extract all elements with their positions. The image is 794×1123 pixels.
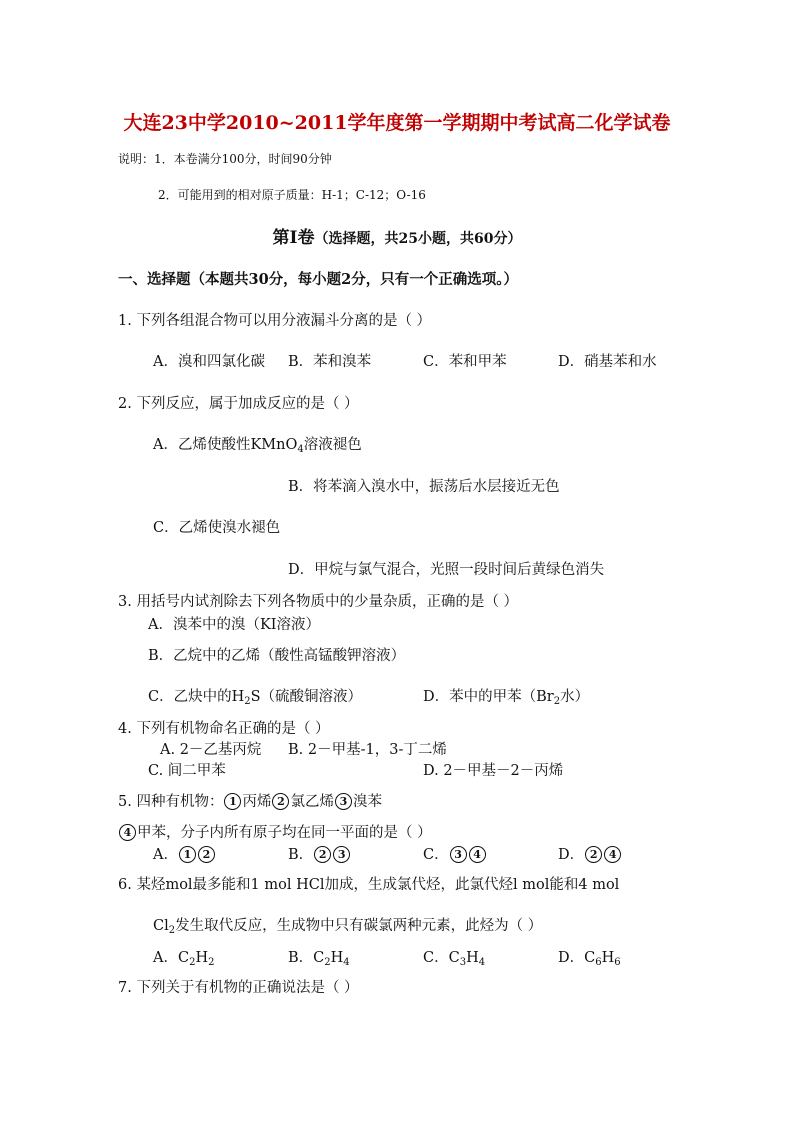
part-one-heading: 一、选择题（本题共30分，每小题2分，只有一个正确选项。） <box>118 271 519 288</box>
subscript: 2 <box>168 925 176 936</box>
circled-number: 1 <box>224 793 241 810</box>
question-2-option-c: C．乙烯使溴水褪色 <box>153 520 281 536</box>
subscript: 4 <box>297 444 304 455</box>
option-label: A． <box>153 847 178 863</box>
question-6-stem: 6. 某烃mol最多能和1 mol HCl加成，生成氯代烃，此氯代烃l mol能和4 mol <box>118 877 620 893</box>
question-2-option-a <box>153 433 362 455</box>
subscript: 2 <box>324 957 331 968</box>
subscript: 6 <box>614 957 621 968</box>
question-text: 甲苯，分子内所有原子均在同一平面的是（ ） <box>137 825 432 841</box>
formula-part: H <box>330 950 344 966</box>
circled-number: 2 <box>272 793 289 810</box>
question-2-option-b: B．将苯滴入溴水中，振荡后水层接近无色 <box>288 479 560 495</box>
exam-title: 大连23中学2010~2011学年度第一学期期中考试高二化学试卷 <box>123 112 671 134</box>
question-5-option-c <box>423 843 487 864</box>
question-4-option-c: C. 间二甲苯 <box>148 763 226 779</box>
subscript: 2 <box>553 696 561 707</box>
option-label: C． <box>423 847 449 863</box>
question-4-stem: 4. 下列有机物命名正确的是（ ） <box>118 721 330 737</box>
option-text: 水） <box>560 689 590 705</box>
formula-part: D．C <box>558 950 596 966</box>
question-3-option-d <box>423 685 589 707</box>
option-label: D． <box>558 847 585 863</box>
option-label: B． <box>288 847 314 863</box>
subscript: 6 <box>595 957 602 968</box>
instructions-line-1: 说明：1．本卷满分100分，时间90分钟 <box>118 152 332 166</box>
question-1-option-a: A．溴和四氯化碳 <box>153 354 265 370</box>
subscript: 4 <box>478 957 486 968</box>
section-heading <box>0 223 794 248</box>
question-3-option-a: A．溴苯中的溴（KI溶液） <box>148 617 321 633</box>
subscript: 3 <box>459 957 467 968</box>
circled-number: 3 <box>333 846 350 863</box>
question-6-stem-line-2 <box>153 914 542 936</box>
question-5-stem <box>118 790 382 811</box>
circled-number: 3 <box>335 793 352 810</box>
question-6-option-b <box>288 946 350 968</box>
compound-name: 丙烯 <box>242 794 272 810</box>
compound-name: 氯乙烯 <box>290 794 334 810</box>
circled-number: 2 <box>198 846 215 863</box>
circled-number: 2 <box>314 846 331 863</box>
instructions-line-2: 2．可能用到的相对原子质量：H-1；C-12；O-16 <box>158 188 426 202</box>
question-3-option-b: B．乙烷中的乙烯（酸性高锰酸钾溶液） <box>148 648 406 664</box>
option-text: A．乙烯使酸性KMnO <box>153 437 298 453</box>
question-6-option-c <box>423 946 485 968</box>
question-1-option-d: D．硝基苯和水 <box>558 354 657 370</box>
option-text: 溶液褪色 <box>303 437 362 453</box>
circled-number: 4 <box>604 846 621 863</box>
circled-number: 4 <box>119 824 136 841</box>
option-text: D．苯中的甲苯（Br <box>423 689 554 705</box>
formula-part: C．C <box>423 950 460 966</box>
section-name: 第Ⅰ卷 <box>272 228 315 248</box>
subscript: 4 <box>343 957 350 968</box>
circled-number: 3 <box>450 846 467 863</box>
question-text: Cl <box>153 918 169 934</box>
question-5-option-d <box>558 843 622 864</box>
circled-number: 4 <box>469 846 486 863</box>
subscript: 2 <box>244 696 251 707</box>
formula-part: H <box>466 950 479 966</box>
circled-number: 2 <box>585 846 602 863</box>
question-5-option-a <box>153 843 216 864</box>
question-6-option-d <box>558 946 621 968</box>
question-1-option-b: B．苯和溴苯 <box>288 354 372 370</box>
question-1-option-c: C．苯和甲苯 <box>423 354 507 370</box>
circled-number: 1 <box>179 846 196 863</box>
question-2-option-d: D．甲烷与氯气混合，光照一段时间后黄绿色消失 <box>288 562 605 578</box>
question-6-option-a <box>153 946 214 968</box>
question-4-option-b: B. 2－甲基-1，3-丁二烯 <box>288 742 447 758</box>
question-2-stem: 2. 下列反应，属于加成反应的是（ ） <box>118 396 359 412</box>
section-description: （选择题，共25小题，共60分） <box>314 231 522 247</box>
compound-name: 溴苯 <box>352 794 382 810</box>
subscript: 2 <box>208 957 215 968</box>
formula-part: A．C <box>153 950 190 966</box>
formula-part: H <box>195 950 209 966</box>
subscript: 2 <box>189 957 196 968</box>
question-4-option-a: A. 2－乙基丙烷 <box>160 742 262 758</box>
option-text: C．乙炔中的H <box>148 689 245 705</box>
question-3-option-c <box>148 685 362 707</box>
question-1-stem: 1. 下列各组混合物可以用分液漏斗分离的是（ ） <box>118 313 432 329</box>
option-text: S（硫酸铜溶液） <box>250 689 363 705</box>
question-5-option-b <box>288 843 351 864</box>
question-5-stem-line-2 <box>118 821 432 842</box>
question-text: 发生取代反应，生成物中只有碳氯两种元素，此烃为（ ） <box>175 918 543 934</box>
question-7-stem: 7. 下列关于有机物的正确说法是（ ） <box>118 980 359 996</box>
formula-part: H <box>601 950 615 966</box>
formula-part: B．C <box>288 950 325 966</box>
question-3-stem: 3. 用括号内试剂除去下列各物质中的少量杂质，正确的是（ ） <box>118 594 519 610</box>
question-4-option-d: D. 2－甲基－2－丙烯 <box>423 763 564 779</box>
question-text: 5. 四种有机物： <box>118 794 224 810</box>
